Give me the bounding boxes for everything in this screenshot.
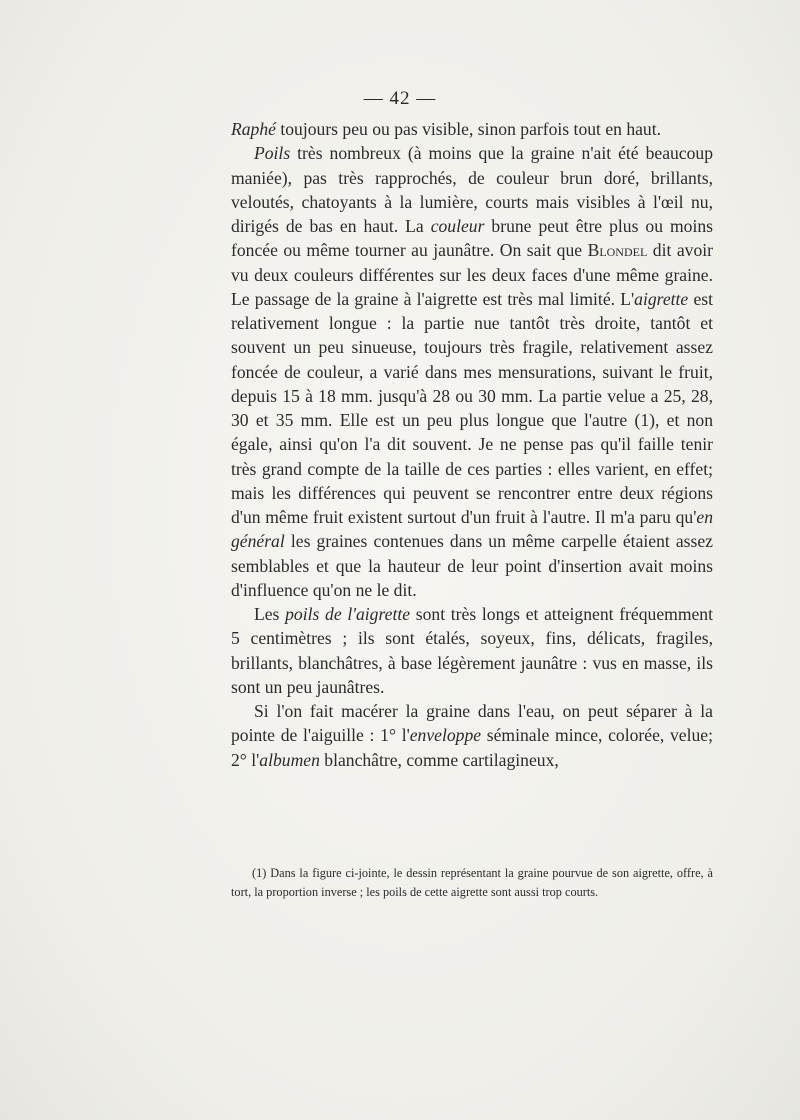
- body-text: [231, 117, 713, 772]
- text-segment: est relativement longue : la partie nue tantôt très droite, tantôt et souvent un peu sinueuse, toujours très fragile, relativement assez foncée de couleur, a varié dans mes mensurations, suivant le fruit, depuis 15 à 18 mm. jusqu'à 28 ou 30 mm. La partie velue a 25, 28, 30 et 35 mm. Elle est un peu plus longue que l'autre (1), et non égale, ainsi qu'on l'a dit souvent. Je ne pense pas qu'il faille tenir très grand compte de la taille de ces parties : elles varient, en effet; mais les différences qui peuvent se rencontrer entre deux régions d'un même fruit existent surtout d'un fruit à l'autre. Il m'a paru qu': [231, 288, 713, 527]
- text-segment: très nombreux (à moins que la graine n'ait été beaucoup maniée), pas très rapprochés, de couleur brun doré, brillants, veloutés, chatoyants à la lumière, courts mais visibles à l'œil nu, dirigés de bas en haut. La: [231, 143, 713, 236]
- page-number: — 42 —: [363, 88, 437, 109]
- text-segment: poils de l'aigrette: [285, 604, 411, 624]
- text-segment: enveloppe: [409, 725, 482, 746]
- text-segment: brune peut être plus ou moins foncée ou même tourner au jaunâtre. On sait que: [231, 216, 714, 261]
- text-segment: Si l'on fait macérer la graine dans l'eau, on peut séparer à la pointe de l'aiguille : 1° l': [231, 701, 713, 746]
- text-segment: en général: [231, 507, 713, 552]
- paragraph: [231, 117, 713, 141]
- text-segment: dit avoir vu deux couleurs différentes sur les deux faces d'une même graine. Le passage de la graine à l'aigrette est très mal limité. L': [231, 240, 713, 309]
- text-segment: séminale mince, colorée, velue; 2° l': [231, 725, 713, 770]
- text-segment: albumen: [259, 749, 320, 770]
- text-segment: toujours peu ou pas visible, sinon parfois tout en haut.: [275, 119, 662, 139]
- paragraph: [231, 141, 713, 602]
- paragraph: [231, 699, 713, 772]
- text-segment: Les: [254, 604, 286, 624]
- text-segment: Poils: [254, 143, 291, 164]
- text-segment: blanchâtre, comme cartilagineux,: [319, 749, 559, 770]
- paragraph: [231, 602, 713, 699]
- footnote-text: (1) Dans la figure ci-jointe, le dessin représentant la graine pourvue de son aigrette, offre, à tort, la proportion inverse ; les poils de cette aigrette sont aussi trop courts.: [231, 866, 713, 899]
- author-name: Blondel: [587, 240, 648, 261]
- text-segment: Raphé: [231, 119, 276, 139]
- text-segment: sont très longs et atteignent fréquemment 5 centimètres ; ils sont étalés, soyeux, fins, délicats, fragiles, brillants, blanchâtres, à base légèrement jaunâtre : vus en masse, ils sont un peu jaunâtres.: [231, 604, 713, 697]
- text-segment: les graines contenues dans un même carpelle étaient assez semblables et que la hauteur de leur point d'insertion avait moins d'influence qu'on ne le dit.: [231, 531, 713, 600]
- text-segment: couleur: [430, 216, 485, 236]
- footnote: [231, 864, 713, 902]
- text-segment: aigrette: [634, 288, 689, 309]
